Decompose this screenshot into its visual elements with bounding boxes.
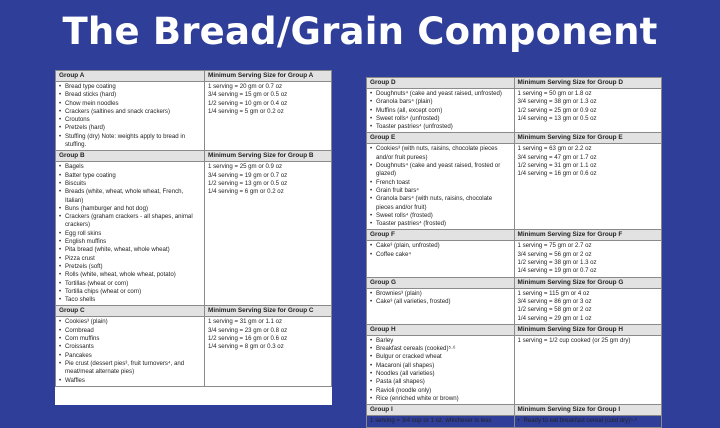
serving-size: 1/4 serving = 29 gm or 1 oz bbox=[517, 314, 592, 322]
serving-sizes-cell bbox=[514, 288, 662, 324]
food-item: • Barley bbox=[370, 337, 511, 345]
serving-sizes-cell bbox=[514, 241, 662, 277]
food-item: • Sweet rolls⁴ (unfrosted) bbox=[370, 115, 511, 123]
serving-sizes-cell bbox=[205, 82, 332, 151]
serving-size: 1/4 serving = 5 gm or 0.2 oz bbox=[208, 107, 284, 115]
food-item: • Pretzels (hard) bbox=[59, 124, 201, 132]
food-item: • Macaroni (all shapes) bbox=[370, 362, 511, 370]
food-items-list bbox=[518, 417, 659, 425]
group-name: Group C bbox=[56, 306, 205, 317]
serving-size-header: Minimum Serving Size for Group B bbox=[205, 151, 332, 162]
serving-size: 1 serving = 31 gm or 1.1 oz bbox=[208, 318, 283, 326]
serving-size: 1/4 serving = 19 gm or 0.7 oz bbox=[517, 267, 597, 275]
group-body-row bbox=[367, 144, 662, 230]
food-item: • Cake³ (all varieties, frosted) bbox=[370, 298, 511, 306]
group-header-row bbox=[56, 306, 332, 317]
serving-size: 1 serving = 1/2 cup cooked (or 25 gm dry) bbox=[517, 336, 631, 344]
group-name: Group B bbox=[56, 151, 205, 162]
group-body-row bbox=[367, 416, 662, 427]
food-item: • Chow mein noodles bbox=[59, 100, 201, 108]
serving-sizes-cell bbox=[205, 317, 332, 386]
serving-size-table-a-c bbox=[55, 70, 332, 387]
serving-size: 3/4 serving = 47 gm or 1.7 oz bbox=[517, 153, 597, 161]
food-item: • Toaster pastries⁴ (frosted) bbox=[370, 220, 511, 228]
food-item: • Egg roll skins bbox=[59, 230, 201, 238]
food-item: • Buns (hamburger and hot dog) bbox=[59, 205, 201, 213]
food-item: • Rice (enriched white or brown) bbox=[370, 395, 511, 403]
serving-size: 3/4 serving = 38 gm or 1.3 oz bbox=[517, 98, 597, 106]
serving-sizes-cell bbox=[514, 89, 662, 133]
group-name: Group E bbox=[367, 133, 515, 144]
serving-size: 1/2 serving = 25 gm or 0.9 oz bbox=[517, 106, 597, 114]
serving-sizes-cell bbox=[514, 335, 662, 404]
food-item: • English muffins bbox=[59, 238, 201, 246]
group-name: Group F bbox=[367, 230, 515, 241]
food-item: • Coffee cake⁴ bbox=[370, 251, 511, 259]
group-body-row bbox=[56, 82, 332, 151]
serving-size: 1/4 serving = 8 gm or 0.3 oz bbox=[208, 343, 284, 351]
group-d-i-table-image bbox=[366, 77, 662, 425]
group-name: Group A bbox=[56, 71, 205, 82]
food-item: • Breads (white, wheat, whole wheat, French, Italian) bbox=[59, 188, 201, 205]
group-header-row bbox=[367, 277, 662, 288]
serving-sizes-cell bbox=[514, 144, 662, 230]
slide-title: The Bread/Grain Component bbox=[62, 10, 658, 53]
food-item: • French toast bbox=[370, 179, 511, 187]
food-item: • Ready to eat breakfast cereal (cold dry)⁵·⁶ bbox=[518, 417, 659, 425]
food-item: • Pie crust (dessert pies³, fruit turnovers⁴, and meat/meat alternate pies) bbox=[59, 360, 201, 377]
serving-size: 1/2 serving = 13 gm or 0.5 oz bbox=[208, 179, 288, 187]
serving-size: 1 serving = 20 gm or 0.7 oz bbox=[208, 83, 283, 90]
group-header-row bbox=[367, 133, 662, 144]
food-item: • Bagels bbox=[59, 163, 201, 171]
food-item: • Cookies³ (with nuts, raisins, chocolate pieces and/or fruit purees) bbox=[370, 145, 511, 162]
group-body-row bbox=[56, 162, 332, 306]
serving-size-header: Minimum Serving Size for Group I bbox=[514, 405, 662, 416]
food-item: • Grain fruit bars⁴ bbox=[370, 187, 511, 195]
food-items-cell bbox=[367, 335, 515, 404]
food-item: • Crackers (graham crackers - all shapes, animal crackers) bbox=[59, 213, 201, 230]
serving-size-header: Minimum Serving Size for Group C bbox=[205, 306, 332, 317]
food-item: • Pancakes bbox=[59, 352, 201, 360]
serving-size-header: Minimum Serving Size for Group E bbox=[514, 133, 662, 144]
food-items-list bbox=[370, 337, 511, 403]
food-item: • Waffles bbox=[59, 377, 201, 385]
food-item: • Brownies³ (plain) bbox=[370, 290, 511, 298]
serving-size: 1 serving = 50 gm or 1.8 oz bbox=[517, 90, 592, 97]
group-header-row bbox=[367, 324, 662, 335]
serving-size-header: Minimum Serving Size for Group D bbox=[514, 78, 662, 89]
food-items-list bbox=[370, 145, 511, 228]
food-item: • Doughnuts⁴ (cake and yeast raised, unfrosted) bbox=[370, 90, 511, 98]
food-item: • Biscuits bbox=[59, 180, 201, 188]
food-item: • Toaster pastries⁴ (unfrosted) bbox=[370, 123, 511, 131]
food-item: • Doughnuts⁴ (cake and yeast raised, frosted or glazed) bbox=[370, 162, 511, 179]
serving-size: 1/4 serving = 6 gm or 0.2 oz bbox=[208, 188, 284, 196]
food-item: • Taco shells bbox=[59, 296, 201, 304]
food-items-cell bbox=[56, 82, 205, 151]
group-a-c-table-image bbox=[55, 70, 332, 405]
food-item: • Bulgur or cracked wheat bbox=[370, 353, 511, 361]
serving-size: 3/4 serving = 23 gm or 0.8 oz bbox=[208, 326, 288, 334]
serving-size-header: Minimum Serving Size for Group H bbox=[514, 324, 662, 335]
serving-size: 1 serving = 63 gm or 2.2 oz bbox=[517, 145, 592, 153]
serving-size: 1/4 serving = 13 gm or 0.5 oz bbox=[517, 114, 597, 122]
food-item: • Corn muffins bbox=[59, 335, 201, 343]
group-body-row bbox=[367, 241, 662, 277]
food-items-cell bbox=[56, 317, 205, 386]
serving-size: 1 serving = 25 gm or 0.9 oz bbox=[208, 163, 283, 171]
food-item: • Croissants bbox=[59, 343, 201, 351]
serving-size: 1 serving = 75 gm or 2.7 oz bbox=[517, 242, 592, 250]
serving-size-header: Minimum Serving Size for Group G bbox=[514, 277, 662, 288]
group-name: Group I bbox=[367, 405, 515, 416]
serving-size: 1/2 serving = 58 gm or 2 oz bbox=[517, 306, 592, 314]
serving-size: 1 serving = 115 gm or 4 oz bbox=[517, 289, 590, 297]
serving-size: 1/2 serving = 31 gm or 1.1 oz bbox=[517, 162, 597, 170]
food-items-cell bbox=[56, 162, 205, 306]
food-items-list bbox=[59, 163, 201, 304]
food-item: • Stuffing (dry) Note: weights apply to bread in stuffing. bbox=[59, 133, 201, 150]
food-items-list bbox=[370, 290, 511, 307]
food-item: • Breakfast cereals (cooked)⁵·⁶ bbox=[370, 345, 511, 353]
food-items-list bbox=[370, 90, 511, 131]
food-item: • Muffins (all, except corn) bbox=[370, 107, 511, 115]
group-name: Group H bbox=[367, 324, 515, 335]
food-item: • Crackers (saltines and snack crackers) bbox=[59, 108, 201, 116]
food-items-list bbox=[59, 83, 201, 149]
food-item: • Granola bars⁴ (with nuts, raisins, chocolate pieces and/or fruit) bbox=[370, 195, 511, 212]
serving-size: 1/2 serving = 16 gm or 0.6 oz bbox=[208, 335, 288, 343]
food-item: • Cornbread bbox=[59, 327, 201, 335]
group-body-row bbox=[367, 89, 662, 133]
serving-size: 1/2 serving = 38 gm or 1.3 oz bbox=[517, 259, 597, 267]
serving-sizes-cell bbox=[205, 162, 332, 306]
food-item: • Pizza crust bbox=[59, 255, 201, 263]
group-header-row bbox=[367, 405, 662, 416]
group-header-row bbox=[367, 230, 662, 241]
food-items-cell bbox=[514, 416, 662, 427]
food-items-cell bbox=[367, 241, 515, 277]
serving-size-header: Minimum Serving Size for Group F bbox=[514, 230, 662, 241]
serving-size: 3/4 serving = 15 gm or 0.5 oz bbox=[208, 91, 288, 99]
serving-size: 3/4 serving = 19 gm or 0.7 oz bbox=[208, 171, 288, 179]
food-item: • Cake³ (plain, unfrosted) bbox=[370, 242, 511, 250]
food-item: • Rolls (white, wheat, whole wheat, potato) bbox=[59, 271, 201, 279]
food-items-cell bbox=[367, 144, 515, 230]
group-body-row bbox=[367, 335, 662, 404]
food-item: • Noodles (all varieties) bbox=[370, 370, 511, 378]
group-header-row bbox=[56, 151, 332, 162]
food-item: • Pretzels (soft) bbox=[59, 263, 201, 271]
food-items-cell bbox=[367, 89, 515, 133]
food-item: • Cookies³ (plain) bbox=[59, 318, 201, 326]
food-item: • Batter type coating bbox=[59, 172, 201, 180]
food-item: • Tortillas (wheat or corn) bbox=[59, 280, 201, 288]
group-body-row bbox=[56, 317, 332, 386]
serving-size: 1/4 serving = 16 gm or 0.6 oz bbox=[517, 170, 597, 178]
serving-sizes-cell bbox=[367, 416, 515, 427]
food-items-cell bbox=[367, 288, 515, 324]
food-item: • Sweet rolls⁴ (frosted) bbox=[370, 212, 511, 220]
food-item: • Bread type coating bbox=[59, 83, 201, 91]
serving-size-table-d-i bbox=[366, 77, 662, 428]
serving-size: 1 serving = 3/4 cup or 1 oz, whichever is less bbox=[370, 417, 492, 425]
group-header-row bbox=[56, 71, 332, 82]
food-items-list bbox=[59, 318, 201, 384]
food-item: • Ravioli (noodle only) bbox=[370, 387, 511, 395]
food-item: • Bread sticks (hard) bbox=[59, 91, 201, 99]
food-item: • Tortilla chips (wheat or corn) bbox=[59, 288, 201, 296]
group-header-row bbox=[367, 78, 662, 89]
food-items-list bbox=[370, 242, 511, 259]
group-name: Group G bbox=[367, 277, 515, 288]
food-item: • Pasta (all shapes) bbox=[370, 378, 511, 386]
food-item: • Granola bars⁴ (plain) bbox=[370, 98, 511, 106]
serving-size: 3/4 serving = 86 gm or 3 oz bbox=[517, 297, 592, 305]
serving-size-header: Minimum Serving Size for Group A bbox=[205, 71, 332, 82]
food-item: • Pita bread (white, wheat, whole wheat) bbox=[59, 246, 201, 254]
group-name: Group D bbox=[367, 78, 515, 89]
serving-size: 1/2 serving = 10 gm or 0.4 oz bbox=[208, 99, 288, 107]
food-item: • Croutons bbox=[59, 116, 201, 124]
serving-size: 3/4 serving = 56 gm or 2 oz bbox=[517, 250, 592, 258]
group-body-row bbox=[367, 288, 662, 324]
